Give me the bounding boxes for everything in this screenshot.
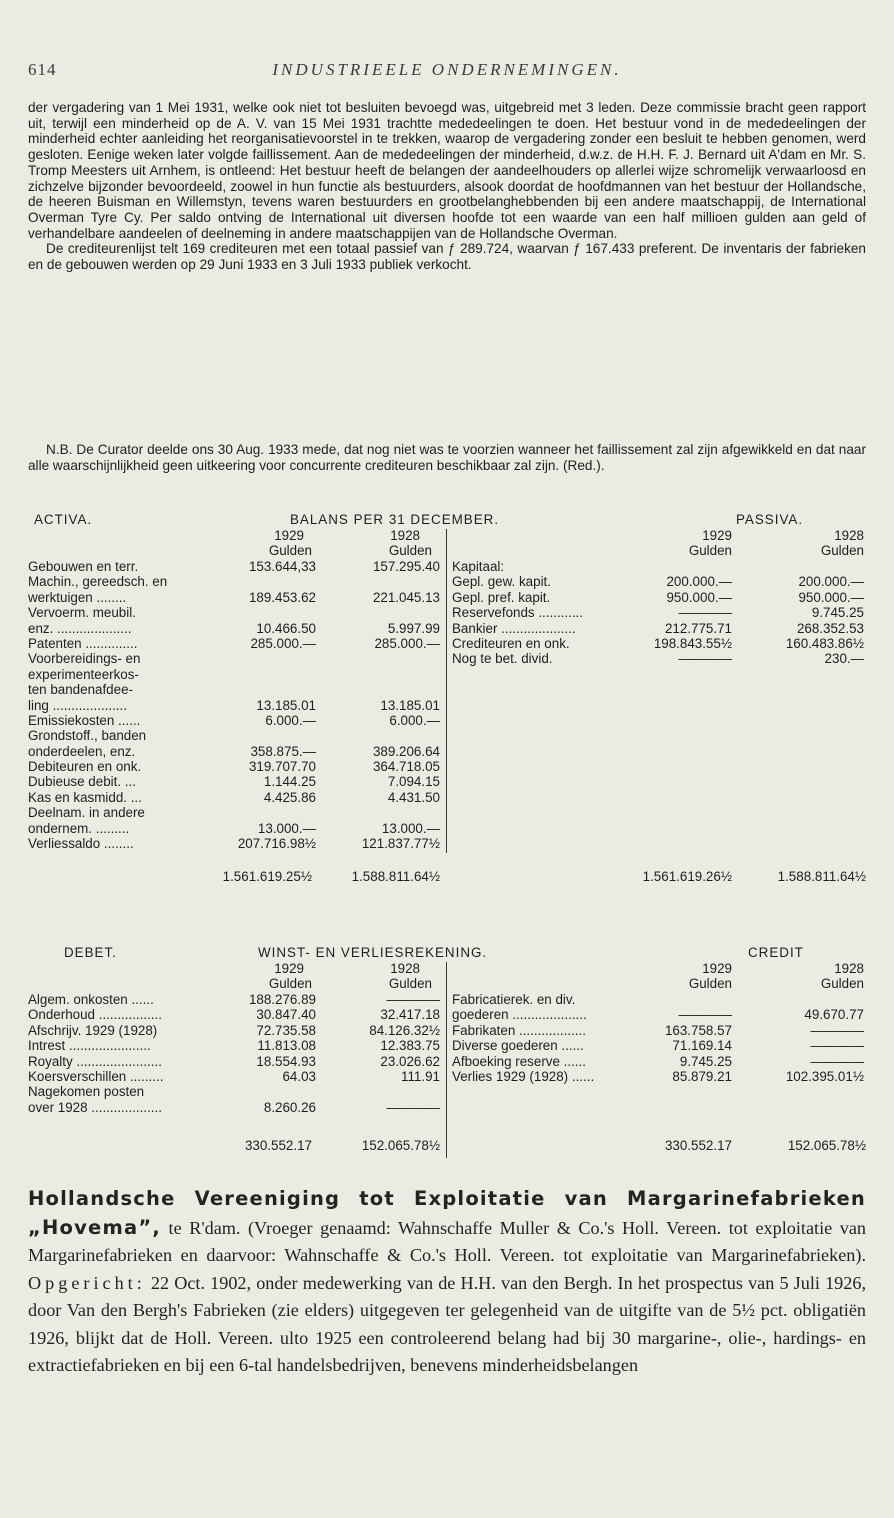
- intro-paragraph-2: De crediteurenlijst telt 169 crediteuren met een totaal passief van ƒ 289.724, waarvan ƒ 167.433 preferent. De inventaris der fabrieken en de gebouwen werden op 29 Juni 1933 en 3 Juli 1933 publiek verkocht.: [28, 241, 866, 273]
- ledger-row: [28, 1007, 444, 1022]
- ledger-row: [28, 1069, 444, 1084]
- ledger-row: [28, 790, 444, 805]
- running-title: INDUSTRIEELE ONDERNEMINGEN.: [272, 60, 622, 79]
- ledger-value-1928: 160.483.86½: [785, 635, 864, 651]
- activa-year-1928: 1928: [390, 528, 420, 543]
- ledger-row: [452, 1069, 866, 1084]
- ledger-row-label: Koersverschillen .........: [28, 1068, 164, 1084]
- debet-total-1928: 152.065.78½: [361, 1138, 440, 1153]
- ledger-row: [452, 559, 866, 574]
- ledger-row-label: Afboeking reserve ......: [452, 1053, 586, 1069]
- ledger-row-label: Algem. onkosten ......: [28, 992, 154, 1007]
- ledger-row: [28, 1054, 444, 1069]
- ledger-value-1928: 84.126.32½: [369, 1022, 440, 1038]
- ledger-value-1929: 189.453.62: [248, 589, 316, 605]
- pl-divider: [446, 962, 447, 1158]
- ledger-value-1928: 7.094.15: [387, 774, 440, 790]
- balance-title: BALANS PER 31 DECEMBER.: [290, 512, 500, 527]
- profit-loss-account: [28, 945, 866, 1158]
- passiva-unit-1928: Gulden: [820, 543, 864, 558]
- ledger-value-1929: 71.169.14: [672, 1038, 732, 1054]
- ledger-row-label: enz. ....................: [28, 620, 132, 636]
- ledger-row-label: onderdeelen, enz.: [28, 743, 136, 759]
- hovema-text-b: 22 Oct. 1902, onder medewerking van de H.H. van den Bergh. In het prospectus van 5 Juli 1926, door Van den Bergh's Fabrieken (zie elders) uitgegeven ter gelegenheid van de uitgifte van de 5½ pct. obligatiën 1926, blijkt dat de Holl. Vereen. ulto 1925 een controleerend belang had bij 30 margarine-, olie-, hardings- en extractiefabrieken en bij een 6-tal handelsbedrijven, benevens minderheidsbelangen: [28, 1272, 866, 1375]
- ledger-row: [28, 698, 444, 713]
- activa-total-1929: 1.561.619.25½: [222, 869, 312, 884]
- credit-total-1928: 152.065.78½: [787, 1138, 866, 1153]
- ledger-value-1929: ————: [678, 651, 732, 667]
- ledger-row: [452, 651, 866, 666]
- ledger-row-label: Machin., gereedsch. en: [28, 574, 168, 590]
- balance-sheet: [28, 512, 866, 889]
- ledger-value-1928: 102.395.01½: [785, 1068, 864, 1084]
- ledger-value-1929: 950.000.—: [666, 589, 732, 605]
- ledger-row-label: Nagekomen posten: [28, 1084, 145, 1100]
- ledger-row: [28, 1023, 444, 1038]
- debet-list: [28, 992, 444, 1115]
- ledger-value-1928: 285.000.—: [374, 635, 440, 651]
- balance-header: [28, 512, 866, 528]
- pl-columns: [28, 992, 866, 1116]
- ledger-row-label: Crediteuren en onk.: [452, 635, 570, 651]
- debet-title: DEBET.: [64, 945, 117, 960]
- passiva-total-1929: 1.561.619.26½: [642, 869, 732, 884]
- ledger-value-1929: 64.03: [282, 1068, 316, 1084]
- curator-note-text: N.B. De Curator deelde ons 30 Aug. 1933 mede, dat nog niet was te voorzien wanneer het faillissement zal zijn afgewikkeld en dat naar alle waarschijnlijkheid geen uitkeering voor concurrente crediteuren beschikbaar zal zijn. (Red.).: [28, 442, 866, 473]
- passiva-total-1928: 1.588.811.64½: [777, 869, 866, 884]
- debet-year-1928: 1928: [390, 961, 420, 976]
- ledger-row-label: Intrest ......................: [28, 1038, 151, 1054]
- ledger-row: [452, 1007, 866, 1022]
- ledger-row-label: Gebouwen en terr.: [28, 559, 139, 574]
- ledger-row-label: Diverse goederen ......: [452, 1038, 584, 1054]
- debet-total-1929: 330.552.17: [244, 1138, 312, 1153]
- ledger-value-1928: 221.045.13: [372, 589, 440, 605]
- ledger-value-1929: 85.879.21: [672, 1068, 732, 1084]
- ledger-value-1929: ————: [678, 605, 732, 621]
- ledger-value-1929: 188.276.89: [248, 992, 316, 1007]
- ledger-row-label: Bankier ....................: [452, 620, 576, 636]
- ledger-row: [28, 1084, 444, 1099]
- ledger-value-1929: 72.735.58: [256, 1022, 316, 1038]
- ledger-row-label: Kapitaal:: [452, 559, 505, 574]
- credit-year-1928: 1928: [834, 961, 864, 976]
- ledger-row: [28, 651, 444, 666]
- ledger-row-label: experimenteerkos-: [28, 666, 139, 682]
- curator-note: [28, 442, 866, 473]
- ledger-value-1929: 6.000.—: [265, 712, 316, 728]
- ledger-value-1929: 212.775.71: [664, 620, 732, 636]
- ledger-value-1929: 10.466.50: [256, 620, 316, 636]
- ledger-value-1929: 30.847.40: [256, 1007, 316, 1023]
- ledger-row: [452, 636, 866, 651]
- balance-totals: [28, 869, 866, 889]
- intro-text: [28, 100, 866, 273]
- ledger-row-label: Vervoerm. meubil.: [28, 605, 136, 621]
- debet-year-1929: 1929: [274, 961, 304, 976]
- ledger-row: [28, 759, 444, 774]
- credit-list: [452, 992, 866, 1084]
- opgericht-label: Opgericht:: [28, 1272, 146, 1293]
- ledger-row-label: goederen ....................: [452, 1007, 587, 1023]
- ledger-value-1928: 13.185.01: [380, 697, 440, 713]
- running-head: [28, 60, 866, 84]
- passiva-unit-1929: Gulden: [688, 543, 732, 558]
- activa-unit-1928: Gulden: [388, 543, 432, 558]
- ledger-value-1929: 1.144.25: [263, 774, 316, 790]
- ledger-row-label: Grondstoff., banden: [28, 728, 147, 744]
- passiva-year-1929: 1929: [702, 528, 732, 543]
- ledger-value-1928: ————: [810, 1022, 864, 1038]
- ledger-row-label: Nog te bet. divid.: [452, 651, 553, 667]
- ledger-row-label: Gepl. gew. kapit.: [452, 574, 551, 590]
- ledger-row-label: Onderhoud .................: [28, 1007, 162, 1023]
- ledger-value-1928: ————: [386, 992, 440, 1007]
- ledger-row-label: Verlies 1929 (1928) ......: [452, 1068, 595, 1084]
- ledger-value-1929: 200.000.—: [666, 574, 732, 590]
- ledger-row: [28, 559, 444, 574]
- activa-list: [28, 559, 444, 851]
- ledger-row: [28, 1038, 444, 1053]
- ledger-row: [28, 667, 444, 682]
- ledger-row-label: ten bandenafdee-: [28, 682, 133, 698]
- ledger-value-1929: 11.813.08: [257, 1038, 316, 1054]
- ledger-row-label: Fabrikaten ..................: [452, 1022, 586, 1038]
- ledger-row-label: Debiteuren en onk.: [28, 759, 142, 775]
- ledger-row-label: Afschrijv. 1929 (1928): [28, 1022, 158, 1038]
- ledger-row-label: Patenten ..............: [28, 635, 138, 651]
- ledger-value-1928: 121.837.77½: [361, 836, 440, 852]
- ledger-row: [28, 992, 444, 1007]
- ledger-row: [28, 713, 444, 728]
- credit-total-1929: 330.552.17: [664, 1138, 732, 1153]
- activa-year-1929: 1929: [274, 528, 304, 543]
- ledger-row-label: Voorbereidings- en: [28, 651, 141, 667]
- credit-title: CREDIT: [748, 945, 804, 960]
- ledger-value-1928: 230.—: [824, 651, 864, 667]
- ledger-value-1929: 163.758.57: [664, 1022, 732, 1038]
- ledger-row: [28, 605, 444, 620]
- passiva-list: [452, 559, 866, 667]
- ledger-row: [28, 821, 444, 836]
- ledger-row-label: ondernem. .........: [28, 820, 130, 836]
- ledger-value-1928: 23.026.62: [380, 1053, 440, 1069]
- company-name: Hollandsche Vereeniging tot Exploitatie van Margarinefabrieken „Hovema”,: [28, 1187, 866, 1239]
- ledger-row: [452, 605, 866, 620]
- debet-unit-1928: Gulden: [388, 976, 432, 991]
- ledger-value-1929: 13.000.—: [257, 820, 316, 836]
- ledger-value-1928: 4.431.50: [387, 789, 440, 805]
- ledger-value-1928: 157.295.40: [372, 559, 440, 574]
- ledger-row: [452, 574, 866, 589]
- activa-total-1928: 1.588.811.64½: [351, 869, 440, 884]
- balance-columns: [28, 559, 866, 853]
- ledger-row: [452, 590, 866, 605]
- ledger-row: [452, 1023, 866, 1038]
- ledger-value-1929: 207.716.98½: [237, 836, 316, 852]
- ledger-row-label: Fabricatierek. en div.: [452, 992, 576, 1007]
- ledger-value-1928: 9.745.25: [811, 605, 864, 621]
- ledger-row: [452, 992, 866, 1007]
- activa-title: ACTIVA.: [34, 512, 93, 527]
- ledger-value-1929: 4.425.86: [263, 789, 316, 805]
- ledger-row: [452, 621, 866, 636]
- ledger-row-label: Deelnam. in andere: [28, 805, 145, 821]
- ledger-row: [28, 1100, 444, 1115]
- ledger-row-label: Royalty .......................: [28, 1053, 162, 1069]
- ledger-value-1928: 6.000.—: [389, 712, 440, 728]
- balance-column-headers: [28, 528, 866, 559]
- ledger-row-label: Kas en kasmidd. ...: [28, 789, 142, 805]
- ledger-value-1929: 153.644,33: [248, 559, 316, 574]
- ledger-row: [28, 636, 444, 651]
- ledger-value-1928: ————: [810, 1053, 864, 1069]
- ledger-row-label: Verliessaldo ........: [28, 836, 134, 852]
- ledger-value-1928: 268.352.53: [796, 620, 864, 636]
- ledger-value-1929: 285.000.—: [250, 635, 316, 651]
- credit-year-1929: 1929: [702, 961, 732, 976]
- ledger-row: [28, 728, 444, 743]
- ledger-value-1929: 358.875.—: [250, 743, 316, 759]
- pl-header: [28, 945, 866, 961]
- ledger-row: [28, 836, 444, 851]
- hovema-paragraph: [28, 1185, 866, 1380]
- ledger-row-label: Gepl. pref. kapit.: [452, 589, 551, 605]
- ledger-value-1928: 12.383.75: [380, 1038, 440, 1054]
- intro-paragraph-1: der vergadering van 1 Mei 1931, welke ook niet tot besluiten bevoegd was, uitgebreid met 3 leden. Deze commissie bracht geen rapport uit, terwijl een minderheid op de A. V. van 15 Mei 1931 trachtte mededeelingen te doen. Het bestuur vond in de mededeelingen der minderheid echter aanleiding het reorganisatievoorstel in te trekken, waarop de vergadering zonder een besluit te hebben genomen, werd gesloten. Eenige weken later volgde faillissement. Aan de mededeelingen der minderheid, d.w.z. de H.H. F. J. Bernard uit A'dam en Mr. S. Tromp Meesters uit Arnhem, is ontleend: Het bestuur heeft de belangen der aandeelhouders op allerlei wijze schromelijk verwaarloosd en zichzelve bijzonder bevoordeeld, zoowel in hun functie als bestuurders, alsook doordat de hoofdmannen van het bestuur der Hollandsche, de heeren Buisman en Willemstyn, tevens waren bestuurders en grootbelanghebbenden bij een andere maatschappij, de International Overman Tyre Cy. Per saldo ontving de International uit diversen hoofde tot een waarde van een half millioen gulden aan geld of verhandelbare aandeelen of deelneming in andere maatschappijen van de Hollandsche Overman.: [28, 100, 866, 241]
- ledger-value-1928: 13.000.—: [381, 820, 440, 836]
- ledger-value-1929: 18.554.93: [256, 1053, 316, 1069]
- ledger-row: [28, 805, 444, 820]
- passiva-year-1928: 1928: [834, 528, 864, 543]
- ledger-value-1928: ————: [386, 1099, 440, 1115]
- pl-totals: [28, 1138, 866, 1158]
- credit-unit-1929: Gulden: [688, 976, 732, 991]
- ledger-value-1928: 389.206.64: [372, 743, 440, 759]
- ledger-value-1928: 950.000.—: [798, 589, 864, 605]
- ledger-value-1928: ————: [810, 1038, 864, 1054]
- ledger-row-label: ling ....................: [28, 697, 127, 713]
- hovema-entry: [28, 1185, 866, 1380]
- balance-divider: [446, 529, 447, 853]
- ledger-value-1928: 49.670.77: [804, 1007, 864, 1023]
- ledger-row: [28, 774, 444, 789]
- ledger-row-label: Emissiekosten ......: [28, 712, 141, 728]
- pl-title: WINST- EN VERLIESREKENING.: [258, 945, 488, 960]
- passiva-title: PASSIVA.: [736, 512, 804, 527]
- ledger-row: [28, 744, 444, 759]
- ledger-row-label: Dubieuse debit. ...: [28, 774, 136, 790]
- ledger-row: [28, 682, 444, 697]
- page-number: 614: [28, 60, 57, 79]
- ledger-value-1928: 111.91: [401, 1068, 440, 1084]
- ledger-value-1928: 364.718.05: [372, 759, 440, 775]
- ledger-value-1929: 319.707.70: [248, 759, 316, 775]
- ledger-value-1929: 13.185.01: [256, 697, 316, 713]
- ledger-value-1928: 32.417.18: [380, 1007, 440, 1023]
- ledger-value-1929: 9.745.25: [679, 1053, 732, 1069]
- ledger-row: [452, 1054, 866, 1069]
- hovema-text-a: te R'dam. (Vroeger genaamd: Wahnschaffe Muller & Co.'s Holl. Vereen. tot exploitatie van Margarinefabrieken en daarvoor: Wahnschaffe & Co.'s Holl. Vereen. tot exploitatie van Margarinefabrieken).: [28, 1217, 867, 1265]
- ledger-value-1929: 8.260.26: [263, 1099, 316, 1115]
- debet-unit-1929: Gulden: [268, 976, 312, 991]
- ledger-row: [28, 621, 444, 636]
- ledger-value-1929: 198.843.55½: [653, 635, 732, 651]
- ledger-value-1929: ————: [678, 1007, 732, 1023]
- ledger-row-label: werktuigen ........: [28, 589, 127, 605]
- ledger-row: [28, 590, 444, 605]
- pl-column-headers: [28, 961, 866, 992]
- ledger-row-label: over 1928 ...................: [28, 1099, 162, 1115]
- ledger-row: [28, 574, 444, 589]
- credit-unit-1928: Gulden: [820, 976, 864, 991]
- activa-unit-1929: Gulden: [268, 543, 312, 558]
- ledger-row-label: Reservefonds ............: [452, 605, 583, 621]
- ledger-value-1928: 200.000.—: [798, 574, 864, 590]
- ledger-row: [452, 1038, 866, 1053]
- ledger-value-1928: 5.997.99: [387, 620, 440, 636]
